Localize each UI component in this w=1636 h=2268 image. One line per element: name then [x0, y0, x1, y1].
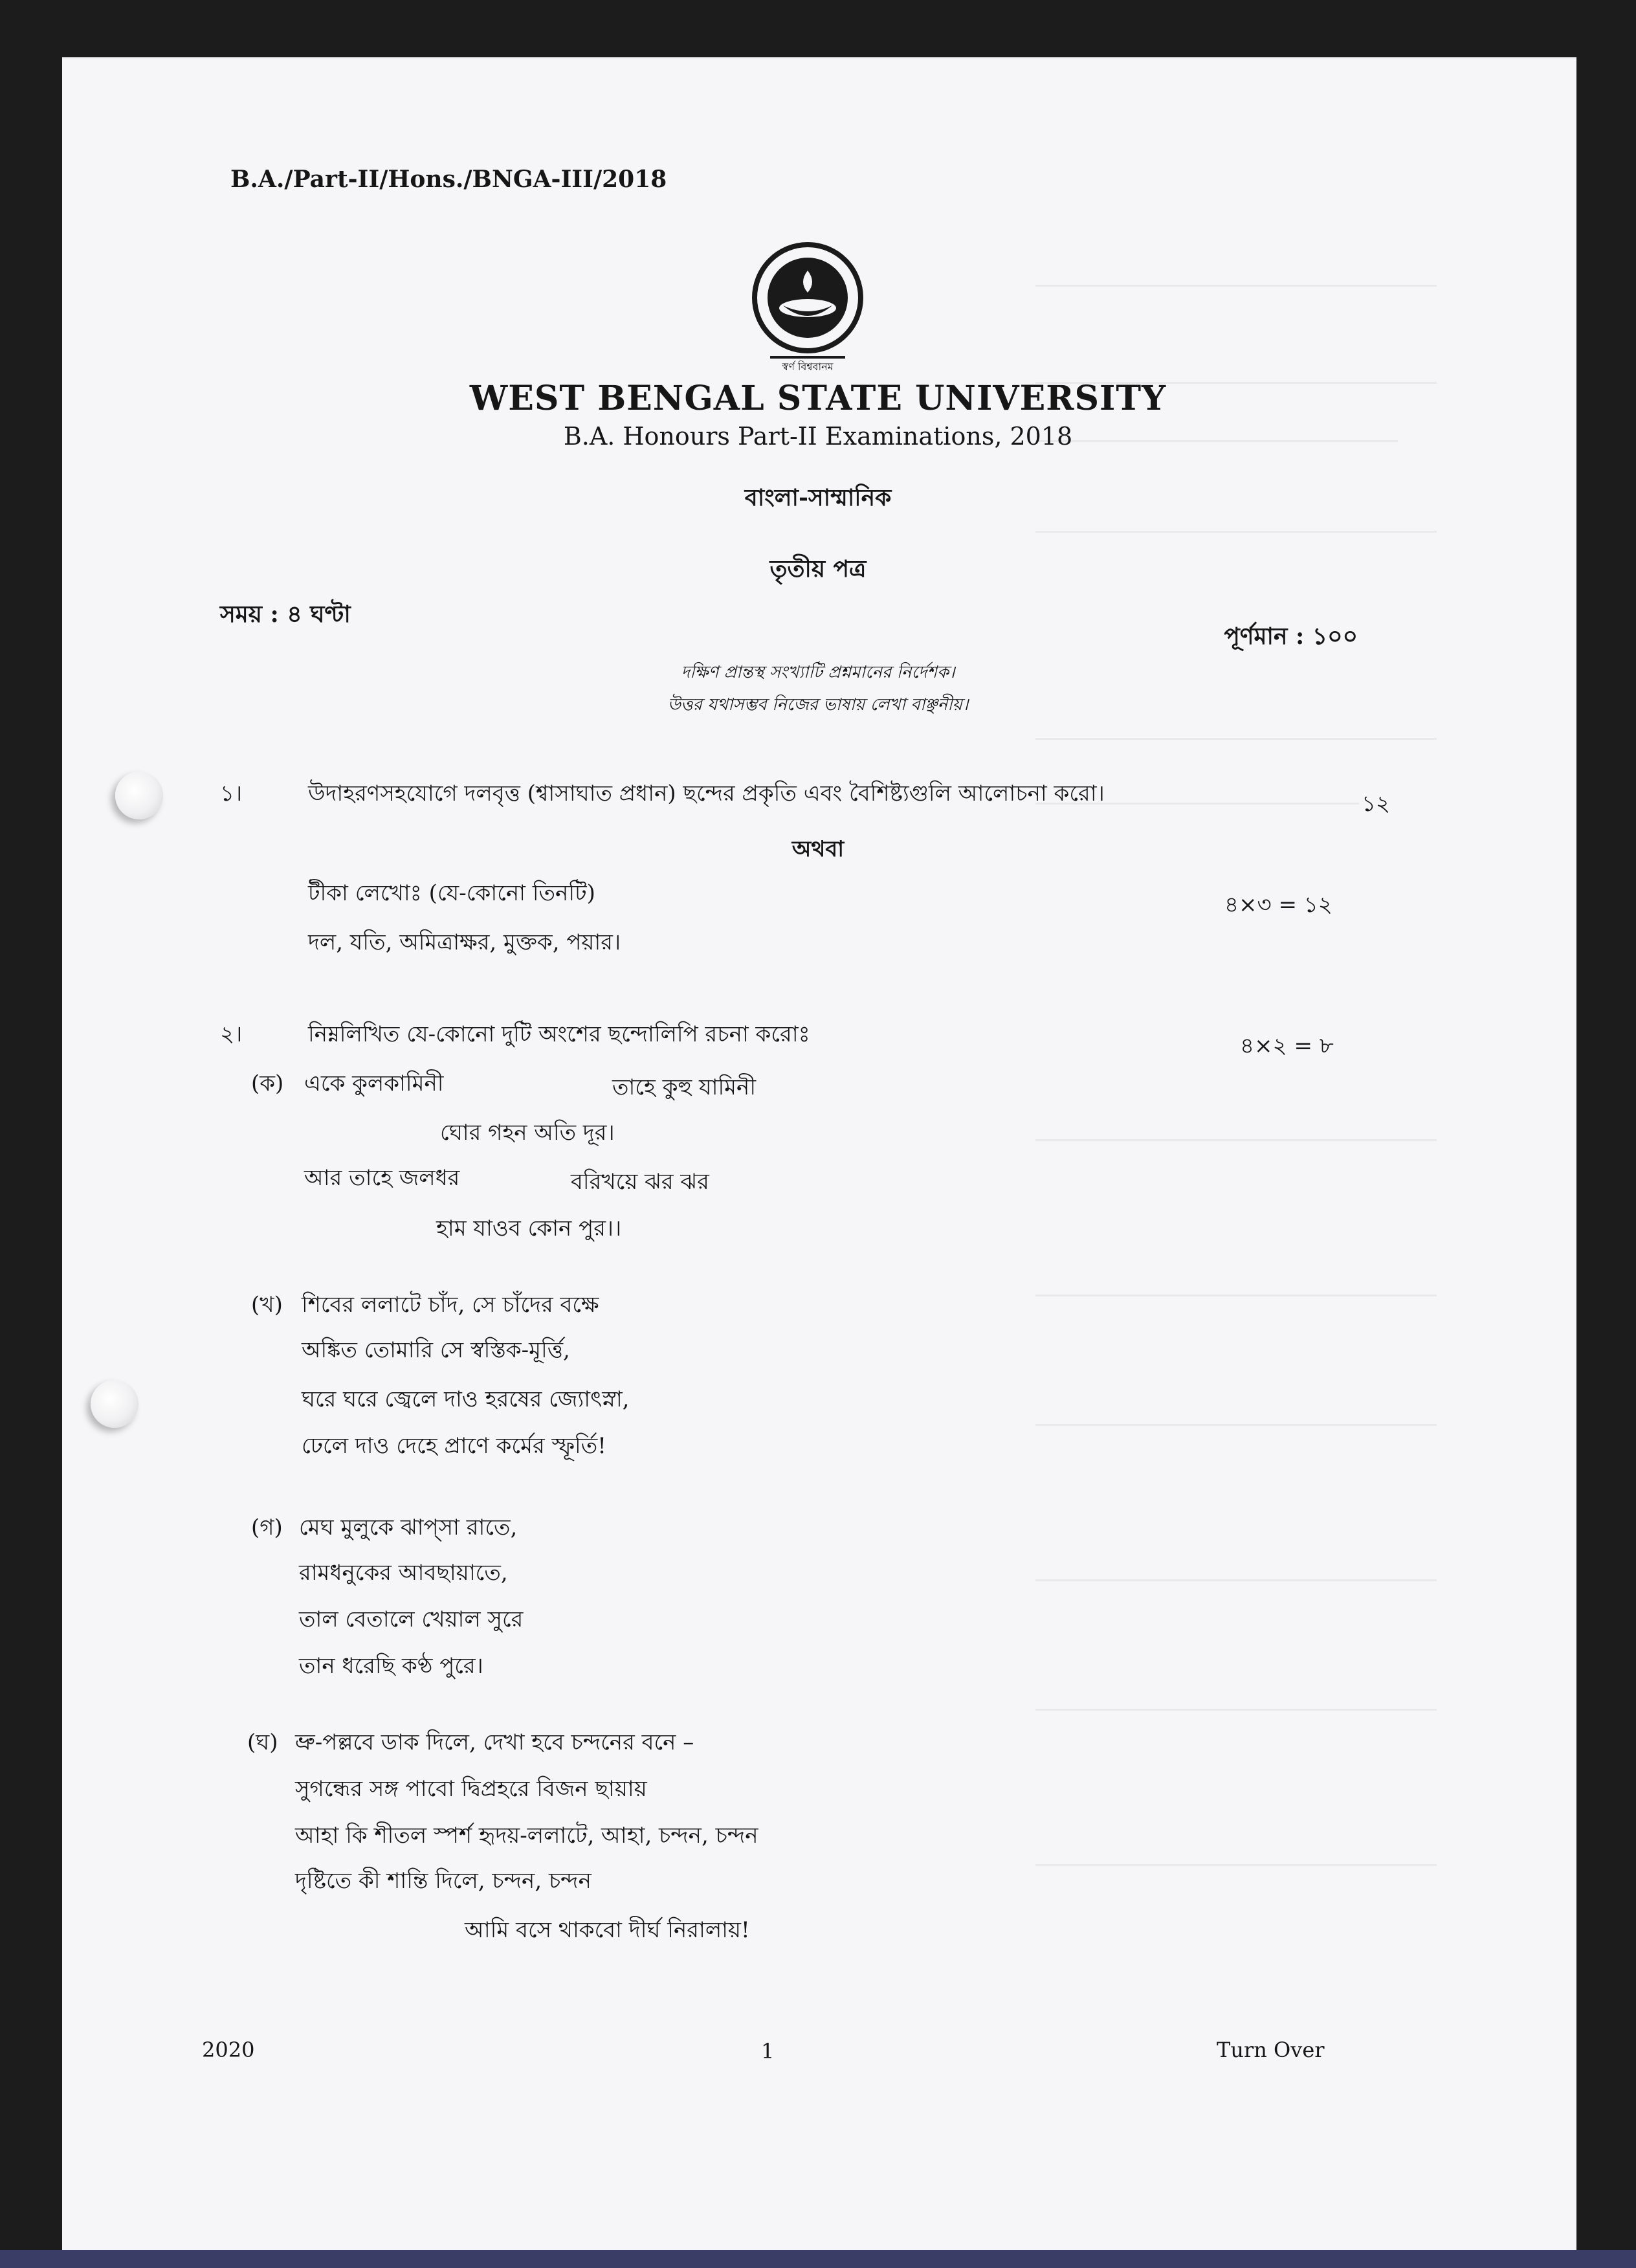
- question-1-or: অথবা: [791, 836, 845, 862]
- full-marks: পূর্ণমান : ১০০: [1224, 623, 1358, 650]
- question-1-alt-marks: ৪×৩ = ১২: [1224, 892, 1332, 918]
- part-gha-label: (ঘ): [247, 1729, 278, 1755]
- part-ka-line-2: ঘোর গহন অতি দূর।: [440, 1120, 615, 1146]
- turn-over-note: Turn Over: [1217, 2038, 1325, 2062]
- scanner-edge: [0, 2250, 1636, 2268]
- bleed-through-line: [1035, 1864, 1437, 1866]
- bleed-through-line: [1035, 285, 1437, 287]
- footer-year: 2020: [202, 2038, 255, 2062]
- part-ka-line-1b: তাহে কুহু যামিনী: [612, 1074, 757, 1100]
- bleed-through-line: [1035, 1579, 1437, 1581]
- bleed-through-line: [1035, 1709, 1437, 1711]
- punch-hole-bottom: [91, 1380, 138, 1428]
- part-ga-label: (গ): [251, 1515, 283, 1540]
- question-2-text: নিম্নলিখিত যে-কোনো দুটি অংশের ছন্দোলিপি রচনা করোঃ: [308, 1021, 810, 1047]
- bleed-through-line: [1035, 1139, 1437, 1141]
- question-2-number: ২।: [220, 1021, 243, 1047]
- question-1-alt-items: দল, যতি, অমিত্রাক্ষর, মুক্তক, পয়ার।: [308, 929, 621, 955]
- part-ka-line-3b: বরিখয়ে ঝর ঝর: [571, 1169, 709, 1195]
- part-ga-line-1: মেঘ মুলুকে ঝাপ্‌সা রাতে,: [299, 1515, 518, 1540]
- part-gha-line-1: ভ্রু-পল্লবে ডাক দিলে, দেখা হবে চন্দনের বনে –: [295, 1729, 694, 1755]
- part-kha-line-2: অঙ্কিত তোমারি সে স্বস্তিক-মূর্ত্তি,: [302, 1337, 570, 1363]
- part-ga-line-2: রামধনুকের আবছায়াতে,: [299, 1560, 508, 1586]
- question-1-marks: ১২: [1362, 791, 1391, 817]
- paper-number: তৃতীয় পত্র: [769, 555, 867, 583]
- part-gha-line-2: সুগন্ধের সঙ্গ পাবো দ্বিপ্রহরে বিজন ছায়ায়: [295, 1776, 647, 1802]
- question-2-marks: ৪×২ = ৮: [1240, 1033, 1334, 1059]
- part-ga-line-4: তান ধরেছি কণ্ঠ পুরে।: [299, 1653, 483, 1679]
- punch-hole-top: [115, 772, 163, 819]
- page-number: 1: [761, 2039, 775, 2063]
- part-kha-label: (খ): [251, 1292, 283, 1318]
- part-gha-line-5: আমি বসে থাকবো দীর্ঘ নিরালায়!: [465, 1917, 750, 1943]
- part-kha-line-1: শিবের ললাটে চাঁদ, সে চাঁদের বক্ষে: [302, 1292, 599, 1318]
- part-gha-line-3: আহা কি শীতল স্পর্শ হৃদয়-ললাটে, আহা, চন্দন, চন্দন: [295, 1823, 758, 1849]
- university-logo: [743, 241, 872, 377]
- instruction-marks: দক্ষিণ প্রান্তস্থ সংখ্যাটি প্রশ্নমানের নির্দেশক।: [681, 663, 955, 682]
- exam-title: B.A. Honours Part-II Examinations, 2018: [563, 422, 1073, 450]
- bleed-through-line: [1035, 738, 1437, 740]
- bleed-through-line: [1035, 1424, 1437, 1426]
- part-gha-line-4: দৃষ্টিতে কী শান্তি দিলে, চন্দন, চন্দন: [295, 1868, 591, 1894]
- time-allowed: সময় : ৪ ঘণ্টা: [220, 601, 351, 628]
- part-ka-line-3a: আর তাহে জলধর: [304, 1165, 460, 1191]
- part-ka-line-4: হাম যাওব কোন পুর।।: [436, 1216, 622, 1241]
- part-ka-label: (ক): [251, 1071, 284, 1096]
- part-ka-line-1a: একে কুলকামিনী: [304, 1071, 444, 1096]
- bleed-through-line: [1035, 531, 1437, 533]
- bleed-through-line: [1035, 1295, 1437, 1296]
- part-kha-line-4: ঢেলে দাও দেহে প্রাণে কর্মের স্ফূর্তি!: [302, 1433, 606, 1459]
- university-name: WEST BENGAL STATE UNIVERSITY: [469, 379, 1167, 418]
- question-1-text: উদাহরণসহযোগে দলবৃত্ত (শ্বাসাঘাত প্রধান) ছন্দের প্রকৃতি এবং বৈশিষ্ট্যগুলি আলোচনা করো।: [308, 781, 1105, 806]
- question-1-number: ১।: [220, 781, 243, 806]
- subject-title: বাংলা-সাম্মানিক: [744, 484, 892, 511]
- part-kha-line-3: ঘরে ঘরে জ্বেলে দাও হরষের জ্যোৎস্না,: [302, 1386, 630, 1412]
- logo-caption: স্বর্ণ বিশ্ববানম: [782, 361, 834, 373]
- paper-code: B.A./Part-II/Hons./BNGA-III/2018: [230, 166, 667, 193]
- instruction-language: উত্তর যথাসম্ভব নিজের ভাষায় লেখা বাঞ্ছনীয়।: [667, 695, 969, 715]
- question-1-alt-text: টীকা লেখোঃ (যে-কোনো তিনটি): [308, 880, 595, 906]
- part-ga-line-3: তাল বেতালে খেয়াল সুরে: [299, 1606, 524, 1632]
